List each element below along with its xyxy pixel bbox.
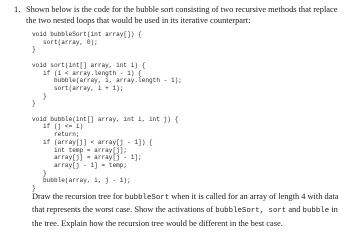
instructions-paragraph [32, 191, 344, 229]
code-line: } [32, 185, 36, 193]
inline-code-bubble: bubble [302, 207, 330, 216]
code-line: sort(array, 0); [32, 38, 98, 46]
code-line: if (i < array.length - 1) { [32, 69, 142, 77]
question-intro: Shown below is the code for the bubble sort consisting of two recursive methods that replace the two nested loops that would be used in its iterative counterpart: [26, 5, 338, 25]
instructions-text-3: and [286, 205, 303, 215]
code-line: bubble(array, i, j - 1); [32, 177, 131, 185]
code-line: return; [32, 131, 80, 139]
code-line: void bubbleSort(int array[]) { [32, 31, 142, 38]
code-line: } [32, 46, 36, 54]
code-line: if (j <= i) [32, 123, 84, 131]
code-line: void bubble(int[] array, int i, int j) { [32, 115, 179, 123]
inline-code-bubblesort-sort: bubbleSort, sort [215, 207, 287, 216]
code-line: sort(array, i + 1); [32, 84, 124, 92]
code-line [32, 108, 182, 116]
code-line [32, 54, 182, 62]
instructions-text-1: Draw the recursion tree for [32, 192, 125, 201]
code-block [32, 31, 182, 193]
question-block [14, 4, 342, 26]
code-line: } [32, 92, 47, 100]
code-line: bubble(array, i, array.length - 1); [32, 77, 182, 85]
code-line: array[j] = array[j - 1]; [32, 154, 142, 162]
question-header [14, 4, 342, 26]
code-line: } [32, 100, 36, 108]
code-line: if (array[j] < array[j - 1]) { [32, 138, 153, 146]
instructions-text-2: when it is called for an array of length 4 with data that represents the worst case. Show the activations of [32, 192, 339, 215]
instructions-text-4: in the tree. Explain how the recursion tree would be different in the best case. [32, 205, 338, 228]
code-line: } [32, 169, 47, 177]
code-line: int temp = array[j]; [32, 146, 128, 154]
code-line: array[j - 1] = temp; [32, 161, 128, 169]
question-number: 1. [14, 5, 21, 14]
inline-code-bubblesort: bubbleSort [124, 194, 170, 202]
code-line: void sort(int[] array, int i) { [32, 61, 146, 69]
